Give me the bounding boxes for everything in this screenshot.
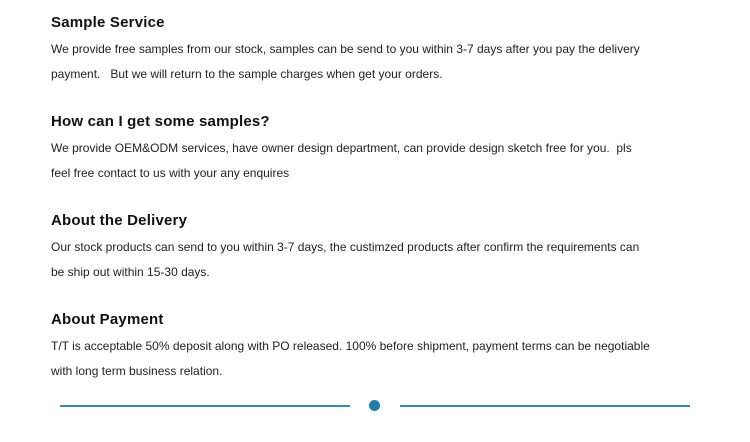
section-body [51, 136, 721, 186]
divider-dot-icon [369, 400, 380, 411]
section-body [51, 235, 721, 285]
section-payment [51, 311, 721, 384]
section-title: Sample Service [51, 14, 165, 31]
body-line: feel free contact to us with your any enquires [51, 166, 290, 180]
body-line: T/T is acceptable 50% deposit along with PO released. 100% before shipment, payment terms can be negotiable [51, 339, 650, 353]
body-line: be ship out within 15-30 days. [51, 265, 210, 279]
body-line: payment. But we will return to the sample charges when get your orders. [51, 67, 443, 81]
divider-line-right [400, 405, 690, 407]
body-line: We provide OEM&ODM services, have owner design department, can provide design sketch free for you. pls [51, 141, 632, 155]
body-line: We provide free samples from our stock, samples can be send to you within 3-7 days after you pay the delivery [51, 42, 640, 56]
body-line: Our stock products can send to you within 3-7 days, the custimzed products after confirm the requirements can [51, 240, 640, 254]
section-samples [51, 113, 721, 186]
section-title: About Payment [51, 311, 164, 328]
section-delivery [51, 212, 721, 285]
section-body [51, 334, 721, 384]
divider-line-left [60, 405, 350, 407]
section-body [51, 37, 721, 87]
section-title: About the Delivery [51, 212, 188, 229]
section-sample-service [51, 14, 721, 87]
section-title: How can I get some samples? [51, 113, 270, 130]
body-line: with long term business relation. [51, 364, 223, 378]
decorative-divider [0, 399, 750, 413]
